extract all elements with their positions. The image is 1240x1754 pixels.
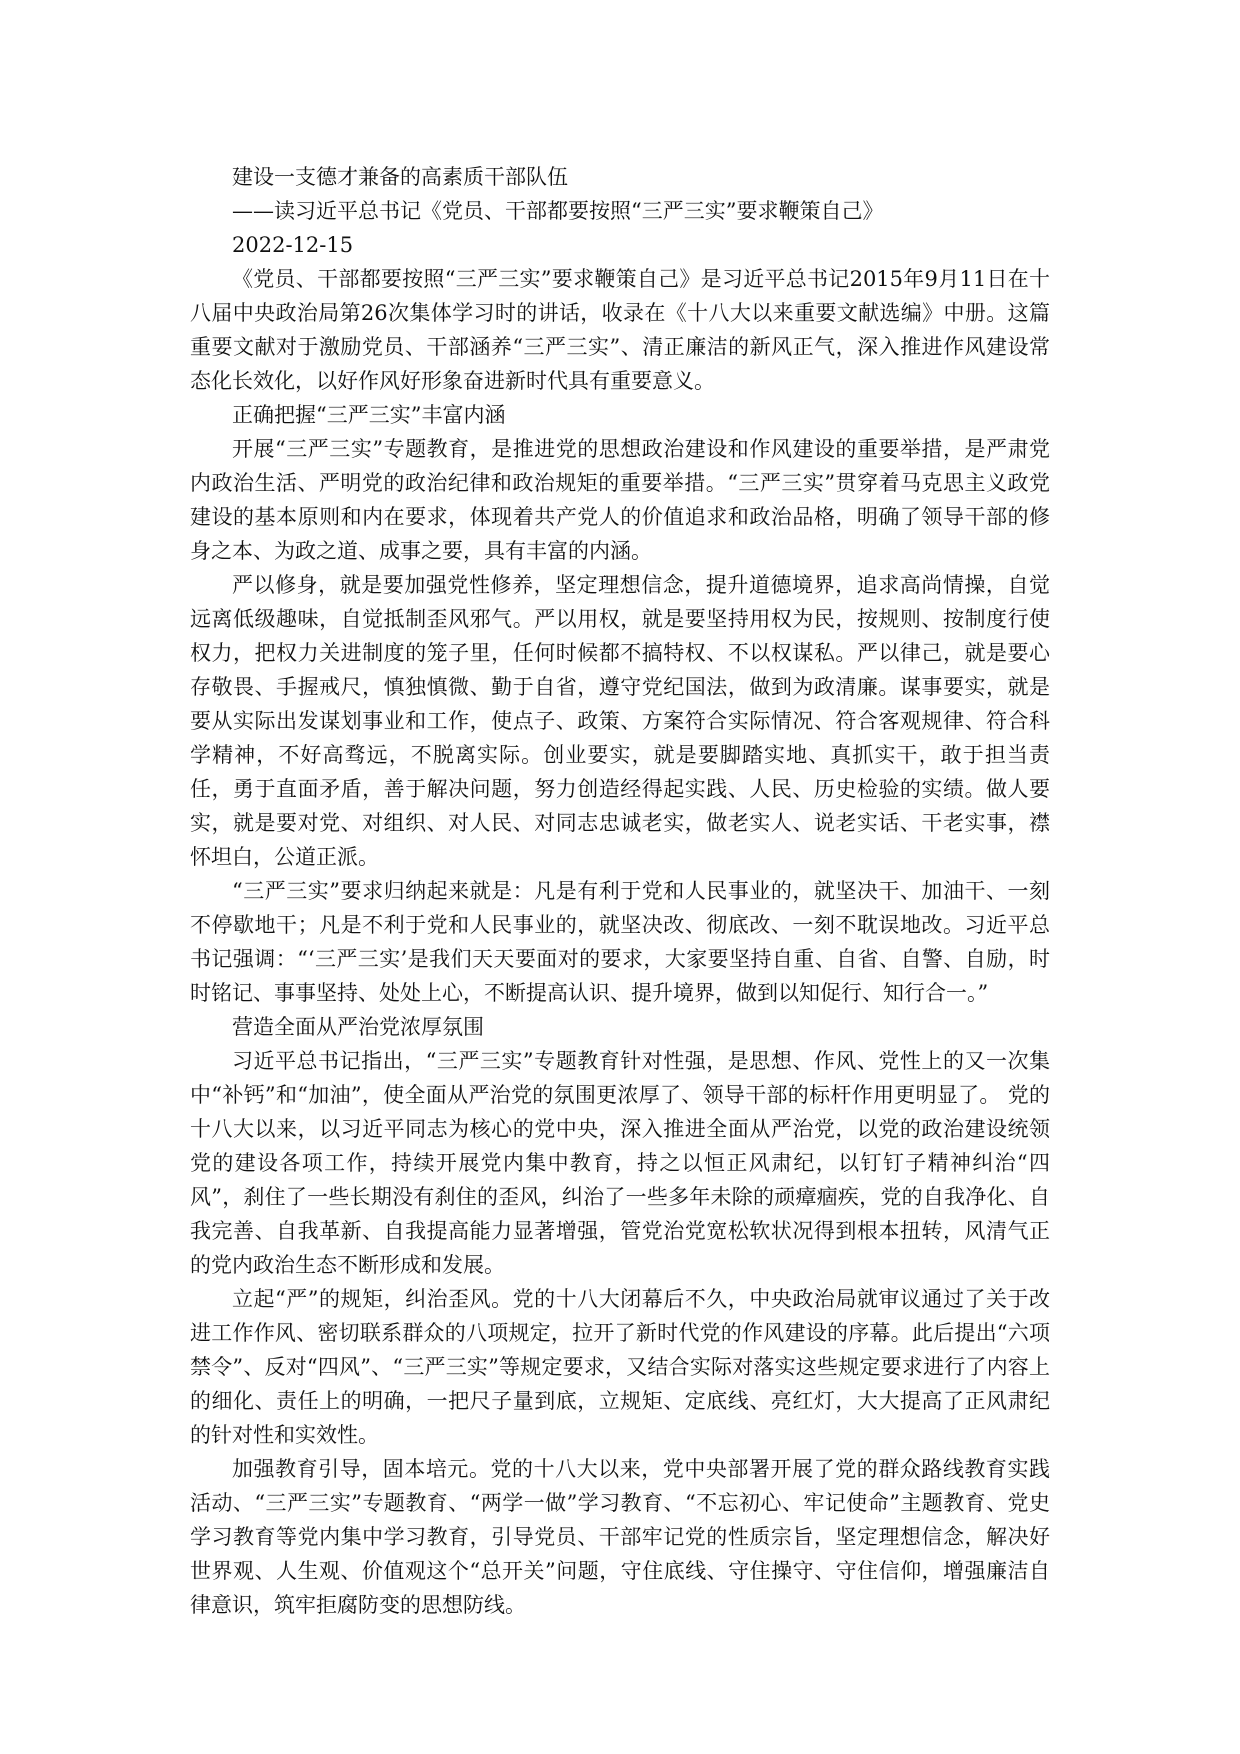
paragraph: “三严三实”要求归纳起来就是：凡是有利于党和人民事业的，就坚决干、加油干、一刻不停歇地干；凡是不利于党和人民事业的，就坚决改、彻底改、一刻不耽误地改。习近平总书记强调：“‘三严三实’是我们天天要面对的要求，大家要坚持自重、自省、自警、自励，时时铭记、事事坚持、处处上心，不断提高认识、提升境界，做到以知促行、知行合一。” [190, 879, 1050, 1005]
paragraph: 开展“三严三实”专题教育，是推进党的思想政治建设和作风建设的重要举措，是严肃党内政治生活、严明党的政治纪律和政治规矩的重要举措。“三严三实”贯穿着马克思主义政党建设的基本原则和内在要求，体现着共产党人的价值追求和政治品格，明确了领导干部的修身之本、为政之道、成事之要，具有丰富的内涵。 [190, 437, 1050, 563]
section-heading: 正确把握“三严三实”丰富内涵 [232, 403, 506, 427]
section-heading: 营造全面从严治党浓厚氛围 [232, 1015, 484, 1039]
paragraph: 立起“严”的规矩，纠治歪风。党的十八大闭幕后不久，中央政治局就审议通过了关于改进工作作风、密切联系群众的八项规定，拉开了新时代党的作风建设的序幕。此后提出“六项禁令”、反对“四风”、“三严三实”等规定要求，又结合实际对落实这些规定要求进行了内容上的细化、责任上的明确，一把尺子量到底，立规矩、定底线、亮红灯，大大提高了正风肃纪的针对性和实效性。 [190, 1287, 1050, 1447]
paragraph: 《党员、干部都要按照“三严三实”要求鞭策自己》是习近平总书记2015年9月11日在十八届中央政治局第26次集体学习时的讲话，收录在《十八大以来重要文献选编》中册。这篇重要文献对于激励党员、干部涵养“三严三实”、清正廉洁的新风正气，深入推进作风建设常态化长效化，以好作风好形象奋进新时代具有重要意义。 [190, 267, 1050, 393]
paragraph: 加强教育引导，固本培元。党的十八大以来，党中央部署开展了党的群众路线教育实践活动、“三严三实”专题教育、“两学一做”学习教育、“不忘初心、牢记使命”主题教育、党史学习教育等党内集中学习教育，引导党员、干部牢记党的性质宗旨，坚定理想信念，解决好世界观、人生观、价值观这个“总开关”问题，守住底线、守住操守、守住信仰，增强廉洁自律意识，筑牢拒腐防变的思想防线。 [190, 1457, 1050, 1617]
paragraph: 严以修身，就是要加强党性修养，坚定理想信念，提升道德境界，追求高尚情操，自觉远离低级趣味，自觉抵制歪风邪气。严以用权，就是要坚持用权为民，按规则、按制度行使权力，把权力关进制度的笼子里，任何时候都不搞特权、不以权谋私。严以律己，就是要心存敬畏、手握戒尺，慎独慎微、勤于自省，遵守党纪国法，做到为政清廉。谋事要实，就是要从实际出发谋划事业和工作，使点子、政策、方案符合实际情况、符合客观规律、符合科学精神，不好高骛远，不脱离实际。创业要实，就是要脚踏实地、真抓实干，敢于担当责任，勇于直面矛盾，善于解决问题，努力创造经得起实践、人民、历史检验的实绩。做人要实，就是要对党、对组织、对人民、对同志忠诚老实，做老实人、说老实话、干老实事，襟怀坦白，公道正派。 [190, 573, 1050, 869]
document-date: 2022-12-15 [232, 233, 354, 257]
document-subtitle: ——读习近平总书记《党员、干部都要按照“三严三实”要求鞭策自己》 [232, 199, 884, 223]
paragraph: 习近平总书记指出，“三严三实”专题教育针对性强，是思想、作风、党性上的又一次集中“补钙”和“加油”，使全面从严治党的氛围更浓厚了、领导干部的标杆作用更明显了。 党的十八大以来，以习近平同志为核心的党中央，深入推进全面从严治党，以党的政治建设统领党的建设各项工作，持续开展党内集中教育，持之以恒正风肃纪，以钉钉子精神纠治“四风”，刹住了一些长期没有刹住的歪风，纠治了一些多年未除的顽瘴痼疾，党的自我净化、自我完善、自我革新、自我提高能力显著增强，管党治党宽松软状况得到根本扭转，风清气正的党内政治生态不断形成和发展。 [190, 1049, 1050, 1277]
document-page [190, 160, 1050, 1622]
document-title: 建设一支德才兼备的高素质干部队伍 [232, 165, 568, 189]
